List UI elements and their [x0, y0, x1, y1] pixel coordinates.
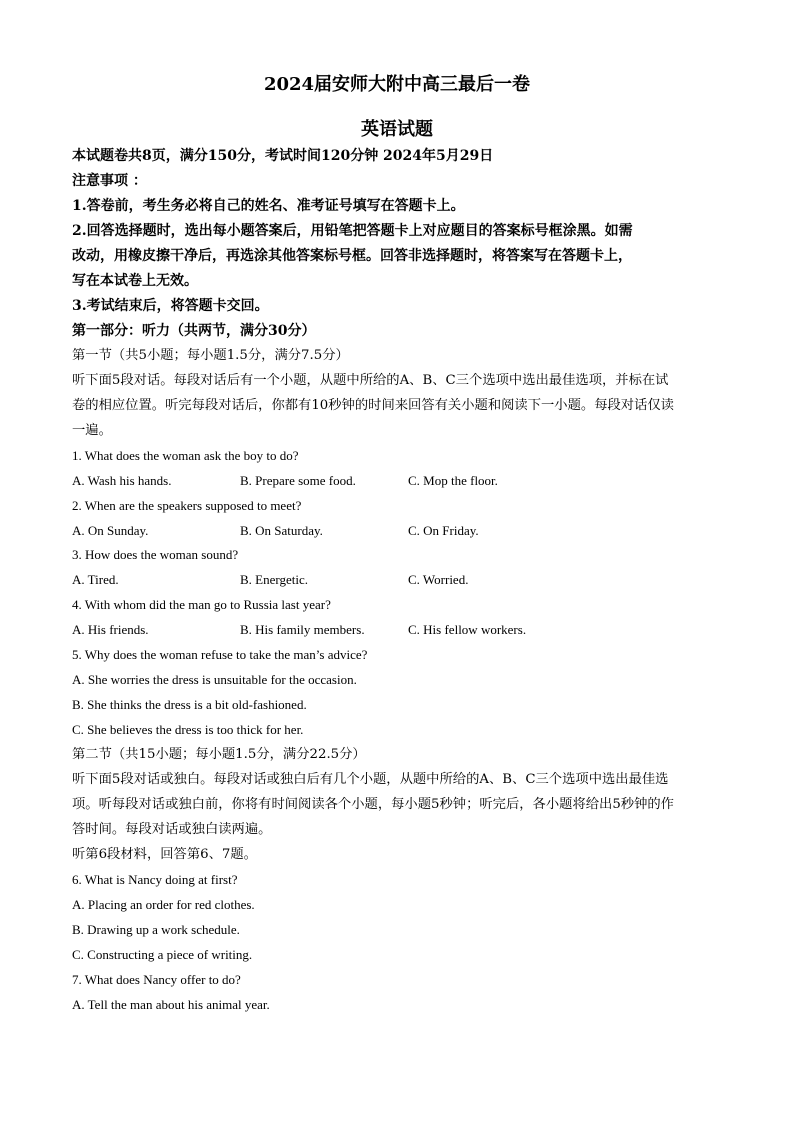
- notice-item: 3.考试结束后，将答题卡交回。: [72, 298, 269, 314]
- question-stem: 4. With whom did the man go to Russia last year?: [72, 597, 331, 612]
- section2-instructions: 听下面5段对话或独白。每段对话或独白后有几个小题，从题中所给的A、B、C三个选项中选出最佳选: [72, 772, 669, 787]
- option-a: A. Placing an order for red clothes.: [72, 897, 255, 912]
- section1-instructions: 听下面5段对话。每段对话后有一个小题，从题中所给的A、B、C三个选项中选出最佳选项，并标在试: [72, 373, 669, 388]
- option-b: B. Drawing up a work schedule.: [72, 922, 240, 937]
- option-a: A. His friends.: [72, 622, 149, 637]
- option-a: A. Tell the man about his animal year.: [72, 997, 270, 1012]
- option-c: C. She believes the dress is too thick for her.: [72, 722, 304, 737]
- notice-item: 改动，用橡皮擦干净后，再选涂其他答案标号框。回答非选择题时，将答案写在答题卡上，: [72, 248, 632, 264]
- question-stem: 6. What is Nancy doing at first?: [72, 872, 238, 887]
- exam-title: 2024届安师大附中高三最后一卷: [263, 74, 531, 95]
- exam-subtitle: 英语试题: [361, 119, 433, 140]
- question-stem: 5. Why does the woman refuse to take the man’s advice?: [72, 647, 368, 662]
- option-b: B. She thinks the dress is a bit old-fashioned.: [72, 697, 307, 712]
- option-c: C. Mop the floor.: [408, 473, 498, 488]
- material-note: 听第6段材料，回答第6、7题。: [72, 847, 257, 862]
- section1-heading: 第一节（共5小题；每小题1.5分，满分7.5分）: [72, 348, 349, 363]
- notice-heading: 注意事项 ：: [72, 173, 147, 189]
- option-a: A. Tired.: [72, 572, 119, 587]
- notice-item: 2.回答选择题时，选出每小题答案后，用铅笔把答题卡上对应题目的答案标号框涂黑。如需: [72, 223, 633, 239]
- option-b: B. On Saturday.: [240, 523, 323, 538]
- option-a: A. She worries the dress is unsuitable for the occasion.: [72, 672, 357, 687]
- option-b: B. His family members.: [240, 622, 365, 637]
- option-b: B. Prepare some food.: [240, 473, 356, 488]
- option-c: C. His fellow workers.: [408, 622, 527, 637]
- section1-instructions: 一遍。: [72, 423, 112, 438]
- question-stem: 7. What does Nancy offer to do?: [72, 972, 241, 987]
- question-stem: 3. How does the woman sound?: [72, 547, 239, 562]
- option-a: A. Wash his hands.: [72, 473, 172, 488]
- section2-instructions: 项。听每段对话或独白前，你将有时间阅读各个小题，每小题5秒钟；听完后，各小题将给出5秒钟的作: [72, 797, 674, 812]
- part1-heading: 第一部分：听力（共两节，满分30分）: [72, 323, 316, 339]
- option-b: B. Energetic.: [240, 572, 308, 587]
- option-a: A. On Sunday.: [72, 523, 149, 538]
- notice-item: 1.答卷前，考生务必将自己的姓名、准考证号填写在答题卡上。: [72, 198, 465, 214]
- question-stem: 2. When are the speakers supposed to meet?: [72, 498, 302, 513]
- question-stem: 1. What does the woman ask the boy to do?: [72, 448, 299, 463]
- option-c: C. Constructing a piece of writing.: [72, 947, 253, 962]
- option-c: C. On Friday.: [408, 523, 479, 538]
- section1-instructions: 卷的相应位置。听完每段对话后，你都有10秒钟的时间来回答有关小题和阅读下一小题。每段对话仅读: [72, 398, 674, 413]
- exam-info: 本试题卷共8页，满分150分，考试时间120分钟 2024年5月29日: [72, 148, 494, 164]
- section2-heading: 第二节（共15小题；每小题1.5分，满分22.5分）: [72, 747, 366, 762]
- notice-item: 写在本试卷上无效。: [72, 273, 198, 289]
- option-c: C. Worried.: [408, 572, 469, 587]
- section2-instructions: 答时间。每段对话或独白读两遍。: [72, 822, 272, 837]
